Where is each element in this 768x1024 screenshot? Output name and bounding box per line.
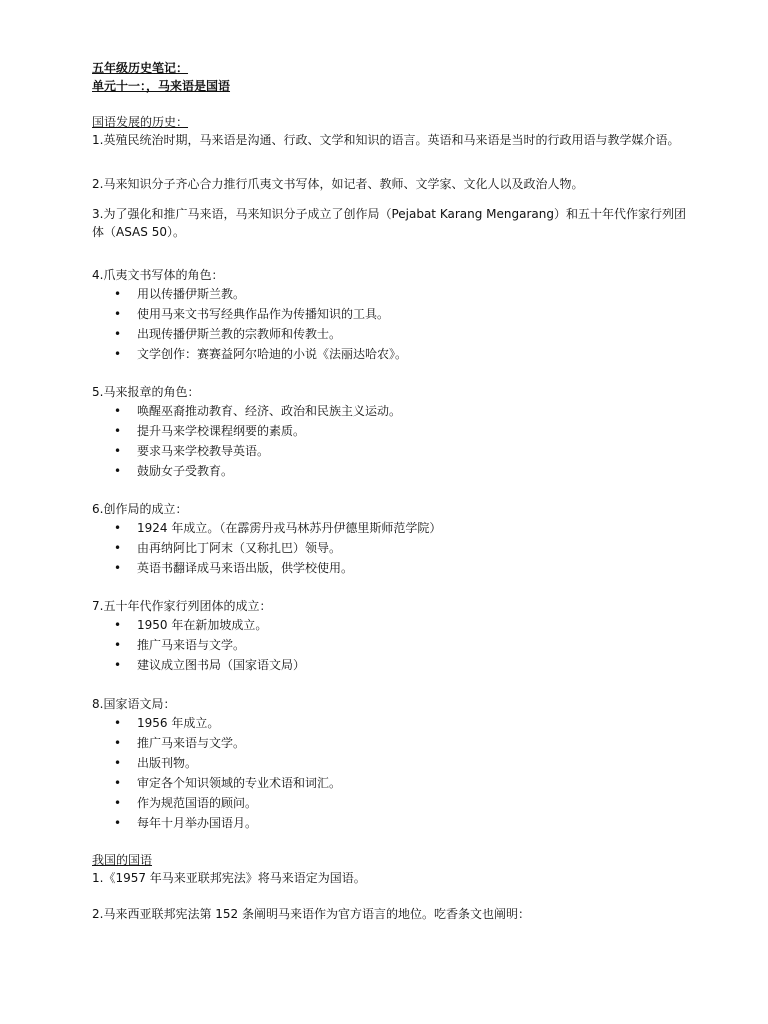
section-national-language <box>92 851 692 887</box>
list-item: • 1956 年成立。 <box>92 713 692 733</box>
bullet-icon: • <box>114 521 122 535</box>
paragraph: 2.马来知识分子齐心合力推行爪夷文书写体，如记者、教师、文学家、文化人以及政治人物。 <box>92 177 584 191</box>
list-item: • 使用马来文书写经典作品作为传播知识的工具。 <box>92 304 692 324</box>
list-item: • 提升马来学校课程纲要的素质。 <box>92 421 692 441</box>
list-item: • 推广马来语与文学。 <box>92 733 692 753</box>
bullet-list <box>92 518 692 578</box>
bullet-icon: • <box>114 796 122 810</box>
section-heading: 7.五十年代作家行列团体的成立： <box>92 599 272 613</box>
list-item: • 审定各个知识领域的专业术语和词汇。 <box>92 773 692 793</box>
section-history <box>92 113 692 149</box>
paragraph: 1.英殖民统治时期，马来语是沟通、行政、文学和知识的语言。英语和马来语是当时的行政用语与教学媒介语。 <box>92 133 680 147</box>
section-heading: 6.创作局的成立： <box>92 502 188 516</box>
list-item: • 英语书翻译成马来语出版，供学校使用。 <box>92 558 692 578</box>
section-asas50 <box>92 597 692 675</box>
section-heading: 4.爪夷文书写体的角色： <box>92 268 224 282</box>
bullet-list <box>92 713 692 833</box>
bullet-icon: • <box>114 307 122 321</box>
section-heading: 5.马来报章的角色： <box>92 385 200 399</box>
unit-title: 单元十一：，马来语是国语 <box>92 79 231 93</box>
paragraph: 1.《1957 年马来亚联邦宪法》将马来语定为国语。 <box>92 871 366 885</box>
bullet-icon: • <box>114 464 122 478</box>
document-header <box>92 59 692 95</box>
bullet-icon: • <box>114 347 122 361</box>
section-heading: 国语发展的历史： <box>92 115 189 129</box>
bullet-list <box>92 284 692 364</box>
bullet-icon: • <box>114 327 122 341</box>
bullet-list <box>92 615 692 675</box>
list-item: • 出版刊物。 <box>92 753 692 773</box>
list-item: • 1950 年在新加坡成立。 <box>92 615 692 635</box>
bullet-icon: • <box>114 424 122 438</box>
section-heading: 8.国家语文局： <box>92 697 176 711</box>
list-item: • 唤醒巫裔推动教育、经济、政治和民族主义运动。 <box>92 401 692 421</box>
bullet-icon: • <box>114 756 122 770</box>
list-item: • 作为规范国语的顾问。 <box>92 793 692 813</box>
bullet-icon: • <box>114 404 122 418</box>
section-jawi-role <box>92 266 692 364</box>
bullet-icon: • <box>114 541 122 555</box>
paragraph-article-152 <box>92 905 692 923</box>
bullet-icon: • <box>114 736 122 750</box>
bullet-icon: • <box>114 658 122 672</box>
list-item: • 推广马来语与文学。 <box>92 635 692 655</box>
document-title: 五年级历史笔记： <box>92 61 189 75</box>
list-item: • 1924 年成立。（在霹雳丹戎马林苏丹伊德里斯师范学院） <box>92 518 692 538</box>
bullet-icon: • <box>114 618 122 632</box>
bullet-icon: • <box>114 561 122 575</box>
list-item: • 出现传播伊斯兰教的宗教师和传教士。 <box>92 324 692 344</box>
paragraph-2 <box>92 175 692 193</box>
list-item: • 由再纳阿比丁阿末（又称扎巴）领导。 <box>92 538 692 558</box>
bullet-list <box>92 401 692 481</box>
list-item: • 每年十月举办国语月。 <box>92 813 692 833</box>
list-item: • 要求马来学校教导英语。 <box>92 441 692 461</box>
section-malay-press <box>92 383 692 481</box>
bullet-icon: • <box>114 638 122 652</box>
list-item: • 用以传播伊斯兰教。 <box>92 284 692 304</box>
paragraph: 2.马来西亚联邦宪法第 152 条阐明马来语作为官方语言的地位。吃香条文也阐明： <box>92 907 530 921</box>
bullet-icon: • <box>114 776 122 790</box>
list-item: • 建议成立图书局（国家语文局） <box>92 655 692 675</box>
bullet-icon: • <box>114 444 122 458</box>
paragraph: 3.为了强化和推广马来语，马来知识分子成立了创作局（Pejabat Karang Mengarang）和五十年代作家行列团体（ASAS 50）。 <box>92 207 686 239</box>
bullet-icon: • <box>114 716 122 730</box>
section-creative-bureau <box>92 500 692 578</box>
section-dbp <box>92 695 692 833</box>
list-item: • 文学创作：赛赛益阿尔哈迪的小说《法丽达哈农》。 <box>92 344 692 364</box>
bullet-icon: • <box>114 816 122 830</box>
list-item: • 鼓励女子受教育。 <box>92 461 692 481</box>
paragraph-3 <box>92 205 692 241</box>
bullet-icon: • <box>114 287 122 301</box>
section-heading: 我国的国语 <box>92 853 153 867</box>
